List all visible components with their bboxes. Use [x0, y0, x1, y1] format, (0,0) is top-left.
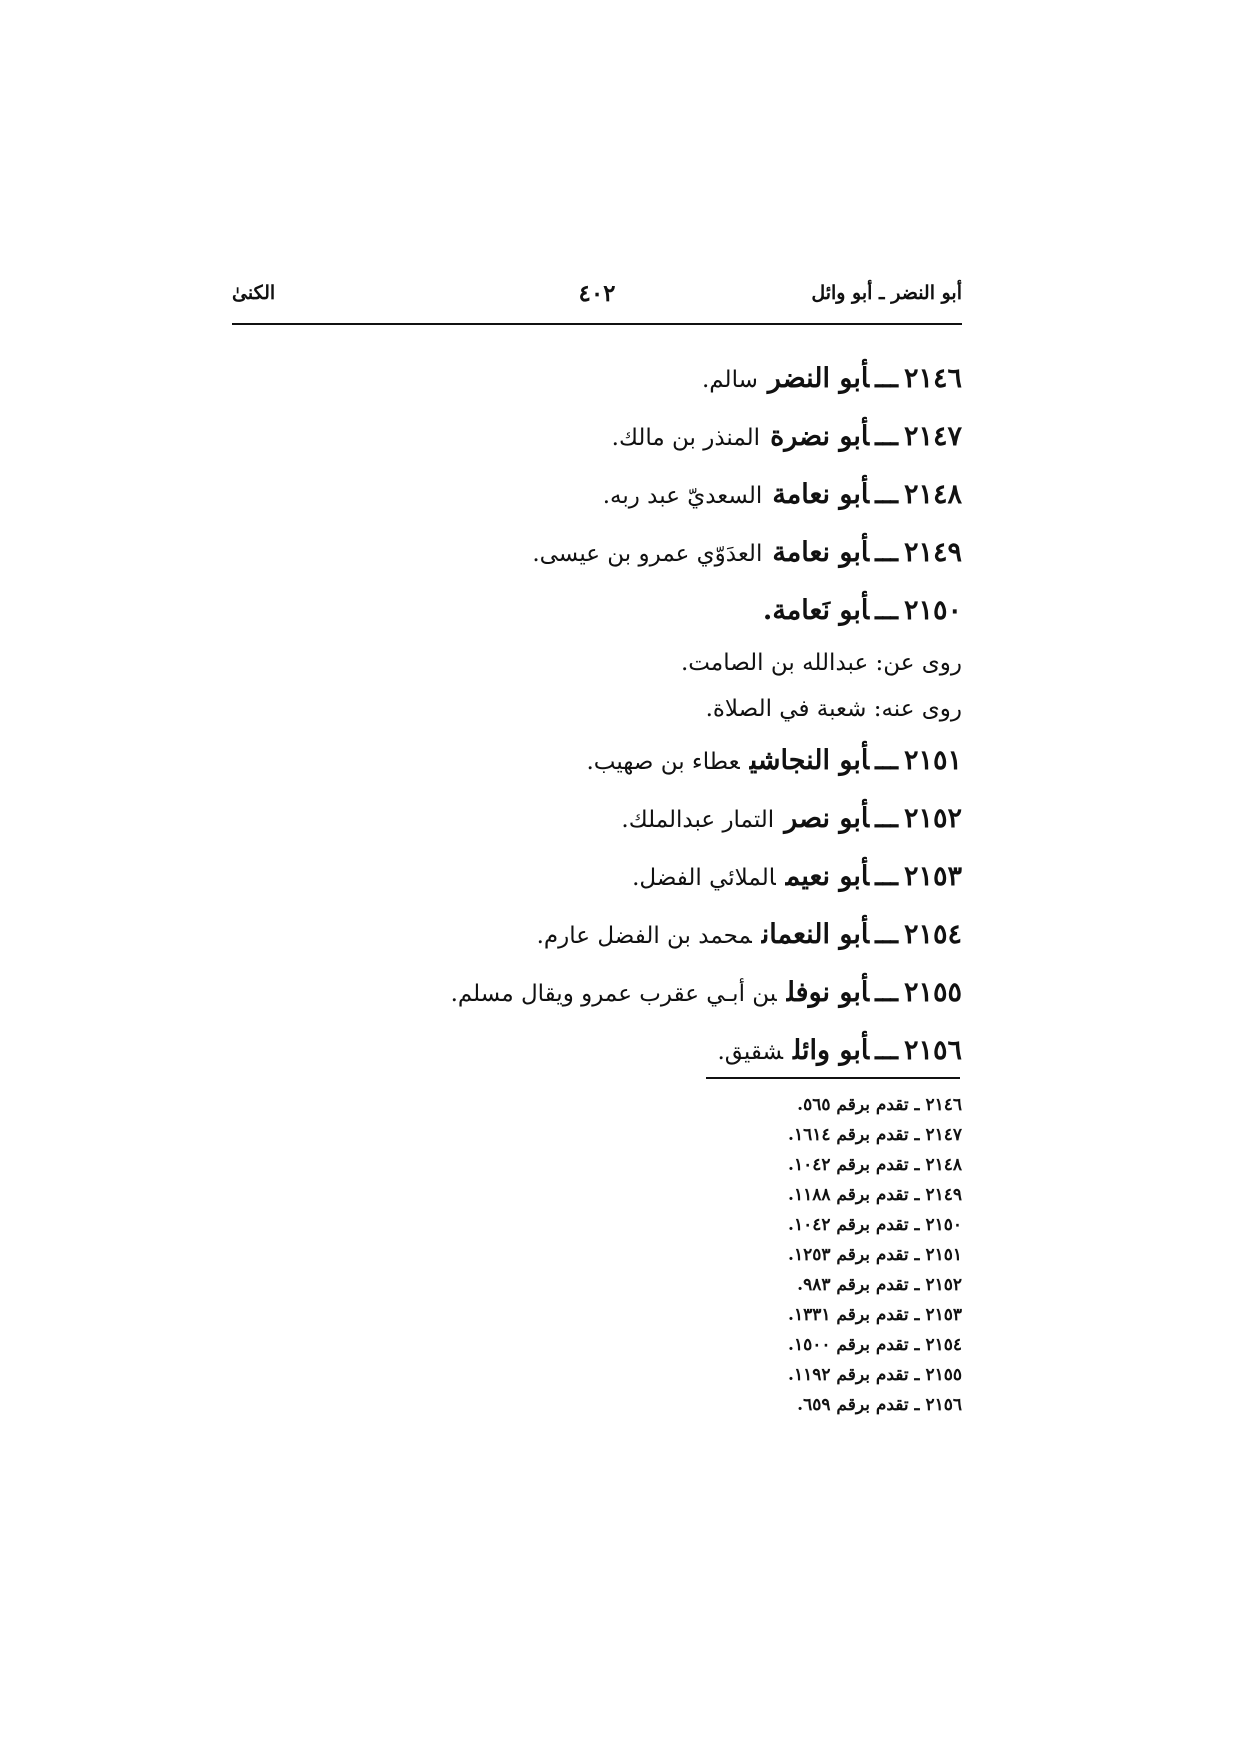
entry-dash: ـــ	[875, 1036, 898, 1066]
entry	[262, 964, 962, 1022]
entry-dash: ـــ	[875, 978, 898, 1008]
entry-kunya: أبو نَعامة.	[762, 595, 870, 626]
entry-dash: ـــ	[875, 920, 898, 950]
entry-kunya: أبو نوفل	[786, 977, 870, 1008]
header-section-title: أبو النضر ـ أبو وائل	[811, 282, 962, 304]
footnote: ٢١٥٠ ـ تقدم برقم ١٠٤٢.	[788, 1215, 962, 1235]
entry-kunya: أبو نعامة	[772, 537, 870, 568]
entries-list	[262, 350, 962, 1080]
footnotes-list	[462, 1090, 962, 1420]
entry-dash: ـــ	[875, 804, 898, 834]
entry	[262, 524, 962, 582]
entry	[262, 848, 962, 906]
entry-name: التمار عبدالملك.	[621, 807, 775, 833]
entry-name: محمد بن الفضل عارم.	[536, 923, 752, 949]
entry-kunya: أبو النضر	[767, 363, 870, 394]
footnote: ٢١٥٤ ـ تقدم برقم ١٥٠٠.	[788, 1335, 962, 1355]
entry	[262, 906, 962, 964]
entry	[262, 1022, 962, 1080]
entry-kunya: أبو نصر	[784, 803, 870, 834]
entry-number: ٢١٥٠	[903, 595, 962, 626]
entry-kunya: أبو وائل	[793, 1035, 870, 1066]
entry-name: سالم.	[701, 367, 758, 393]
entry-kunya: أبو النعمان	[761, 919, 870, 950]
entry-kunya: أبو نعامة	[772, 479, 870, 510]
entry	[262, 732, 962, 790]
header-divider	[232, 323, 962, 325]
entry-name: بن أبـي عقرب عمرو ويقال مسلم.	[450, 981, 777, 1007]
entry	[262, 408, 962, 466]
entry-kunya: أبو النجاشي	[749, 745, 870, 776]
entry-kunya: أبو نضرة	[770, 421, 870, 452]
footnote: ٢١٤٦ ـ تقدم برقم ٥٦٥.	[797, 1095, 962, 1115]
footnote: ٢١٤٧ ـ تقدم برقم ١٦١٤.	[788, 1125, 962, 1145]
footnote-divider	[706, 1077, 960, 1079]
entry	[262, 582, 962, 640]
entry-number: ٢١٥٦	[903, 1035, 962, 1066]
entry-dash: ـــ	[875, 422, 898, 452]
entry-kunya: أبو نعيم	[785, 861, 870, 892]
entry-dash: ـــ	[875, 596, 898, 626]
entry-number: ٢١٥٤	[903, 919, 962, 950]
entry-dash: ـــ	[875, 480, 898, 510]
footnote: ٢١٥١ ـ تقدم برقم ١٢٥٣.	[788, 1245, 962, 1265]
footnote: ٢١٥٢ ـ تقدم برقم ٩٨٣.	[797, 1275, 962, 1295]
entry-number: ٢١٥٥	[903, 977, 962, 1008]
entry-narrated-by: روى عنه: شعبة في الصلاة.	[705, 696, 962, 722]
entry	[262, 790, 962, 848]
footnote: ٢١٥٦ ـ تقدم برقم ٦٥٩.	[797, 1395, 962, 1415]
entry-dash: ـــ	[875, 746, 898, 776]
entry-name: الملائي الفضل.	[632, 865, 776, 891]
entry-dash: ـــ	[875, 364, 898, 394]
entry-name: شقيق.	[717, 1039, 784, 1065]
entry-number: ٢١٤٦	[903, 363, 962, 394]
entry	[262, 466, 962, 524]
entry-number: ٢١٥١	[903, 745, 962, 776]
entry-dash: ـــ	[875, 862, 898, 892]
entry-name: المنذر بن مالك.	[611, 425, 761, 451]
footnote: ٢١٥٣ ـ تقدم برقم ١٣٣١.	[788, 1305, 962, 1325]
footnote: ٢١٤٨ ـ تقدم برقم ١٠٤٢.	[788, 1155, 962, 1175]
running-header	[232, 282, 962, 322]
entry	[262, 350, 962, 408]
entry-number: ٢١٤٧	[903, 421, 962, 452]
entry-number: ٢١٤٩	[903, 537, 962, 568]
entry-dash: ـــ	[875, 538, 898, 568]
header-book-title: الكنىٰ	[232, 282, 276, 304]
entry-name: عطاء بن صهيب.	[586, 749, 740, 775]
footnote: ٢١٤٩ ـ تقدم برقم ١١٨٨.	[788, 1185, 962, 1205]
entry-number: ٢١٥٣	[903, 861, 962, 892]
entry-number: ٢١٥٢	[903, 803, 962, 834]
page-number: ٤٠٢	[578, 280, 616, 307]
entry-name: العدَوّي عمرو بن عيسى.	[532, 541, 763, 567]
entry-name: السعديّ عبد ربه.	[602, 483, 763, 509]
entry-number: ٢١٤٨	[903, 479, 962, 510]
footnote: ٢١٥٥ ـ تقدم برقم ١١٩٢.	[788, 1365, 962, 1385]
entry-narrated-from: روى عن: عبدالله بن الصامت.	[681, 650, 962, 676]
